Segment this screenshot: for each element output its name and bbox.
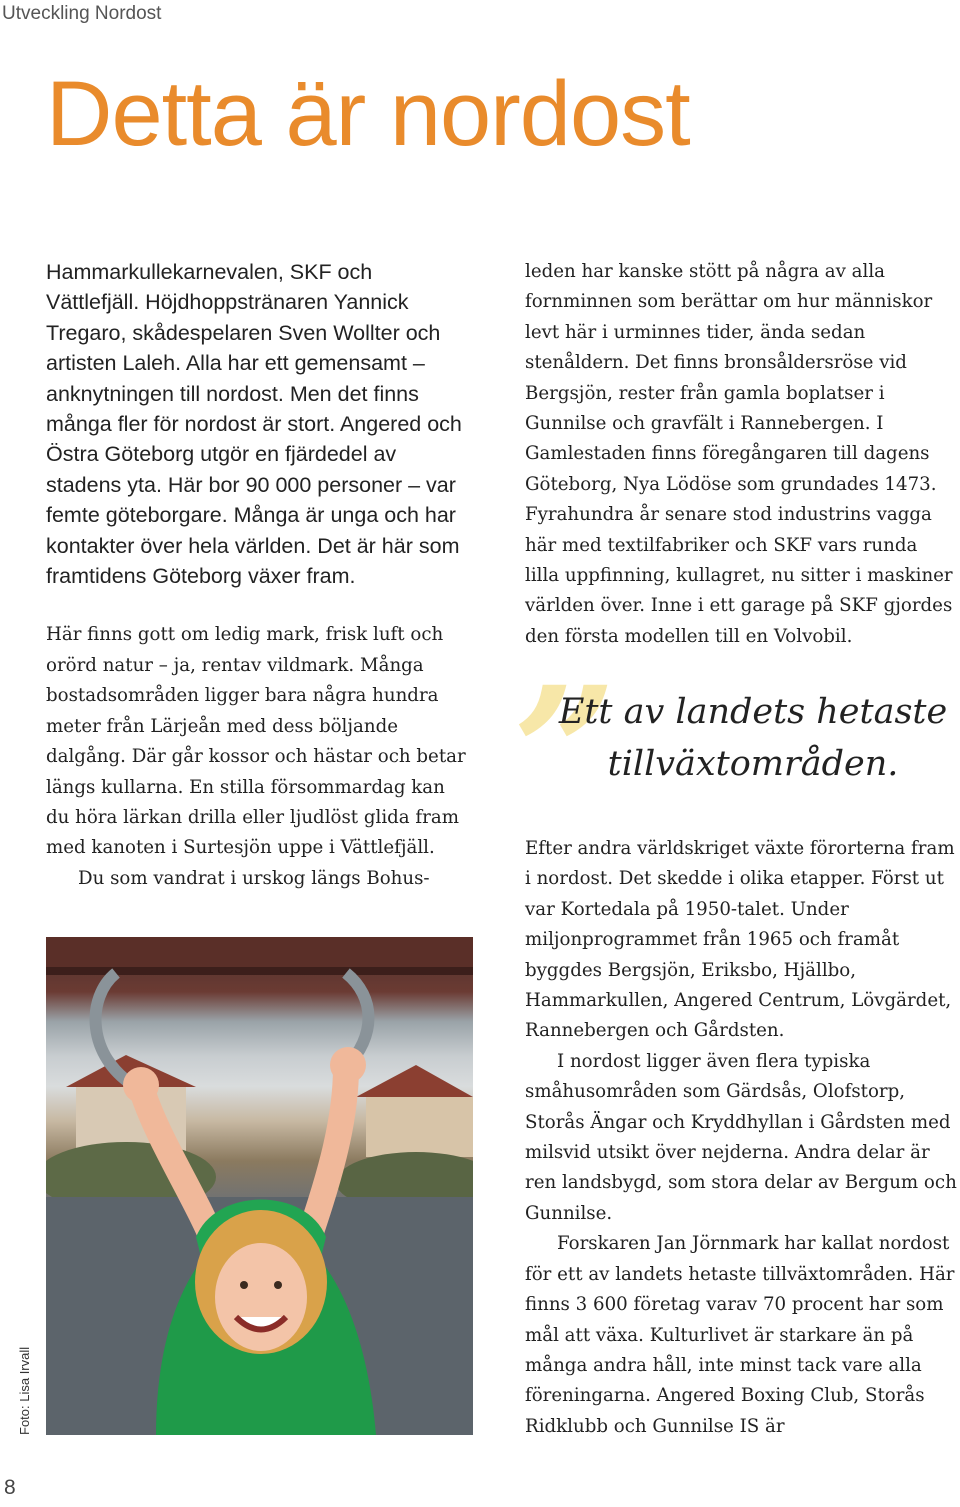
pull-quote: Ett av landets hetaste tillväxtområden. bbox=[558, 692, 948, 784]
body-paragraph: Efter andra världskriget växte förorterna fram i nordost. Det skedde i olika etapper. Först ut var Kortedala på 1950-talet. Under miljonprogrammet från 1965 och framåt byggdes Bergsjön, Eriksbo, Hjällbo, Hammarkullen, Angered Centrum, Lövgärdet, Rannebergen och Gårdsten. bbox=[525, 838, 955, 1042]
photo-credit: Foto: Lisa Irvall bbox=[17, 1346, 32, 1435]
left-body-text bbox=[46, 620, 471, 894]
body-paragraph: I nordost ligger även flera typiska småhusområden som Gärdsås, Olofstorp, Storås Ängar och Kryddhyllan i Gårdsten med milsvid utsikt över nejderna. Andra delar är ren landsbygd, som stora delar av Bergum och Gunnilse. bbox=[525, 1050, 957, 1224]
photo-illustration bbox=[46, 937, 473, 1435]
photo-child-on-rings bbox=[46, 937, 473, 1435]
page-number: 8 bbox=[4, 1476, 16, 1499]
body-paragraph: Du som vandrat i urskog längs Bohus- bbox=[78, 867, 430, 889]
pull-quote-block bbox=[513, 648, 953, 859]
quote-mark-icon: ” bbox=[513, 648, 617, 859]
body-paragraph: Forskaren Jan Jörnmark har kallat nordost för ett av landets hetaste tillväxtområden. Här finns 3 600 företag varav 70 procent har som mål att växa. Kulturlivet är starkare än på många andra håll, inte minst tack vare alla föreningarna. Angered Boxing Club, Storås Ridklubb och Gunnilse IS är bbox=[525, 1233, 955, 1437]
smiling-face bbox=[215, 1243, 307, 1351]
right-column bbox=[525, 257, 957, 652]
running-head: Utveckling Nordost bbox=[2, 3, 162, 24]
body-paragraph: Här finns gott om ledig mark, frisk luft och orörd natur – ja, rentav vildmark. Många bostadsområden ligger bara några hundra meter från Lärjeån med dess böljande dalgång. Där går kossor och hästar och betar längs kullarna. En stilla försommardag kan du höra lärkan drilla eller ljudlöst glida fram med kanoten i Surtesjön uppe i Vättlefjäll. bbox=[46, 624, 466, 859]
page-title: Detta är nordost bbox=[46, 63, 690, 165]
body-paragraph: leden har kanske stött på några av alla fornminnen som berättar om hur människor levt här i urminnes tider, ända sedan stenåldern. Det finns bronsåldersröse vid Bergsjön, rester från gamla boplatser i Gunnilse och gravfält i Rannebergen. I Gamlestaden finns föregångaren till dagens Göteborg, Nya Lödöse som grundades 1473. Fyrahundra år senare stod industrins vagga här med textilfabriker och SKF vars runda lilla uppfinning, kullagret, nu sitter i maskiner världen över. Inne i ett garage på SKF gjordes den första modellen till en Volvobil. bbox=[525, 261, 953, 647]
building-right bbox=[366, 1097, 473, 1157]
left-column bbox=[46, 257, 471, 894]
right-column-lower bbox=[525, 834, 957, 1442]
lead-paragraph: Hammarkullekarnevalen, SKF och Vättlefjäll. Höjdhoppstränaren Yannick Tregaro, skådespelaren Sven Wollter och artisten Laleh. Alla har ett gemensamt – anknytningen till nordost. Men det finns många fler för nordost är stort. Angered och Östra Göteborg utgör en fjärdedel av stadens yta. Här bor 90 000 personer – var femte göteborgare. Många är unga och har kontakter över hela världen. Det är här som framtidens Göteborg växer fram. bbox=[46, 260, 462, 589]
